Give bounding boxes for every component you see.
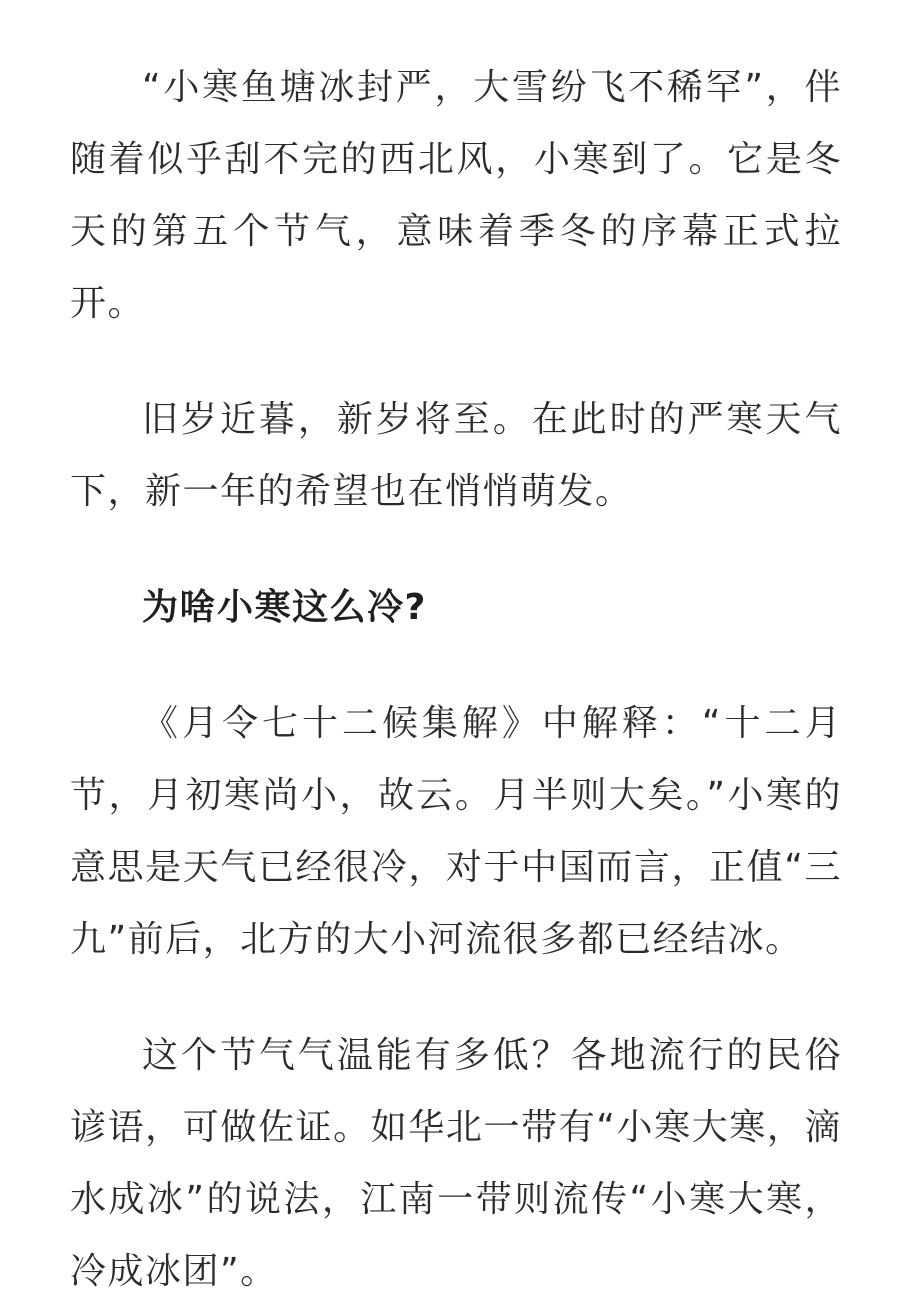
- paragraph-proverbs: 这个节气气温能有多低？各地流行的民俗谚语，可做佐证。如华北一带有“小寒大寒，滴水成冰”的说法，江南一带则流传“小寒大寒，冷成冰团”。: [70, 1035, 842, 1292]
- paragraph-year-end: 旧岁近暮，新岁将至。在此时的严寒天气下，新一年的希望也在悄悄萌发。: [70, 399, 842, 512]
- paragraph-intro: “小寒鱼塘冰封严，大雪纷飞不稀罕”，伴随着似乎刮不完的西北风，小寒到了。它是冬天的第五个节气，意味着季冬的序幕正式拉开。: [70, 67, 842, 324]
- paragraph-explanation: 《月令七十二候集解》中解释：“十二月节，月初寒尚小，故云。月半则大矣。”小寒的意思是天气已经很冷，对于中国而言，正值“三九”前后，北方的大小河流很多都已经结冰。: [70, 703, 842, 960]
- section-heading: 为啥小寒这么冷?: [142, 587, 427, 628]
